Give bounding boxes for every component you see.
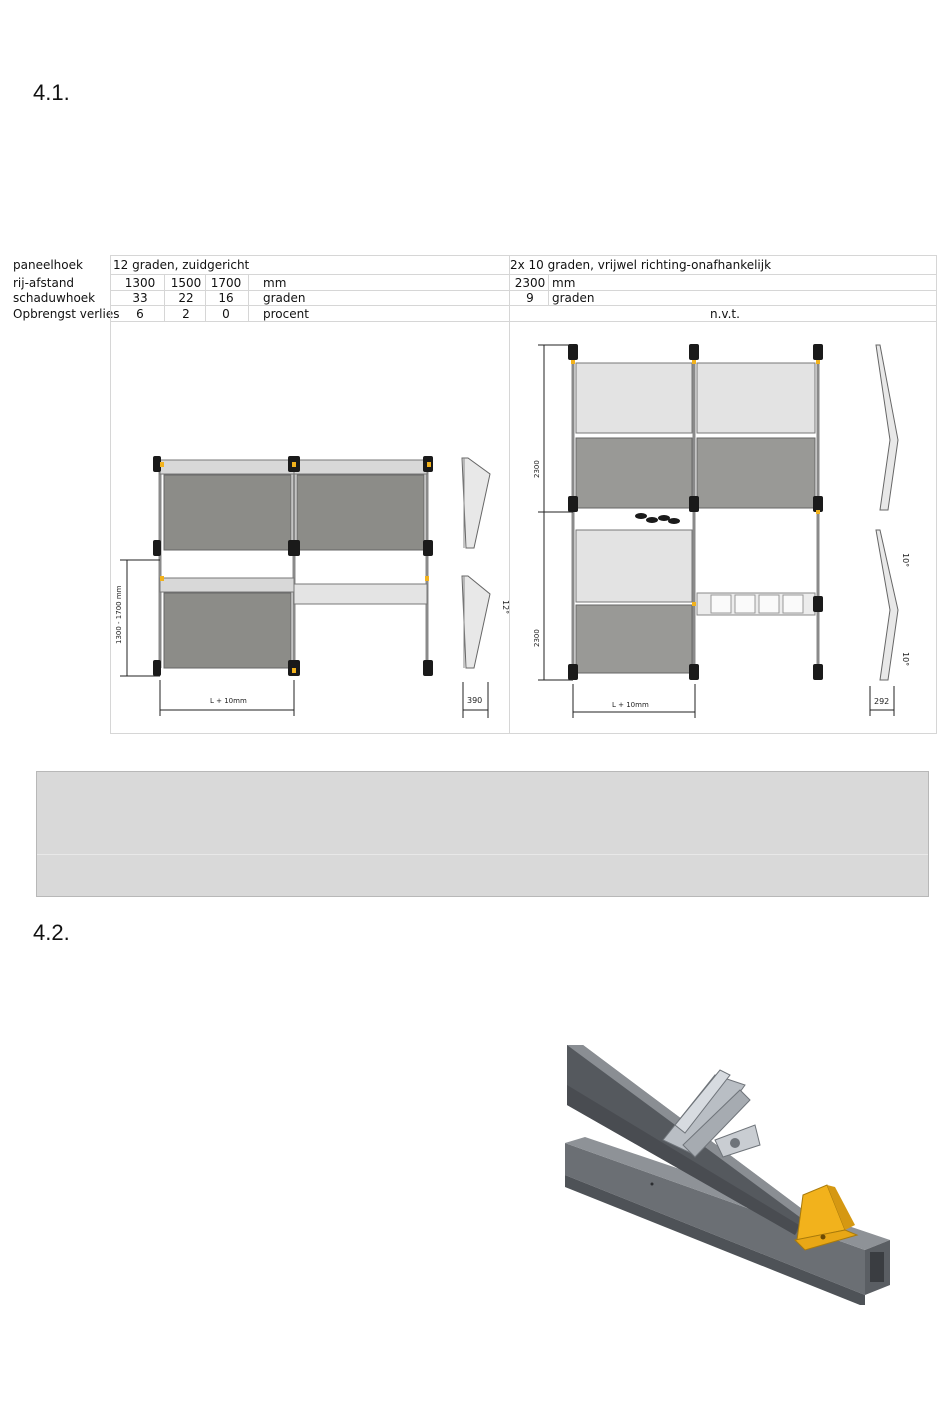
- right-schaduw-unit: graden: [552, 291, 595, 305]
- panel: [576, 363, 692, 433]
- dim-upper-label: 2300: [533, 460, 541, 478]
- angle-label: 12°: [501, 600, 510, 615]
- panel: [164, 475, 291, 550]
- left-rij-afstand-3: 1700: [210, 276, 242, 290]
- right-rij-afstand: 2300: [514, 276, 546, 290]
- row-label-schaduwhoek: schaduwhoek: [13, 291, 96, 305]
- right-config-title: 2x 10 graden, vrijwel richting-onafhankelijk: [510, 258, 772, 272]
- left-plan-view: [115, 456, 433, 716]
- right-plan-view: [533, 344, 823, 718]
- depth-label-right: 292: [874, 697, 890, 706]
- panel: [697, 363, 815, 433]
- left-rij-afstand-1: 1300: [124, 276, 156, 290]
- left-schaduwhoek-1: 33: [132, 291, 148, 305]
- panel: [164, 593, 291, 668]
- left-rij-afstand-2: 1500: [170, 276, 202, 290]
- left-verlies-unit: procent: [263, 307, 309, 321]
- right-side-view: [870, 345, 910, 716]
- dim-width-label-right: L + 10mm: [612, 701, 649, 709]
- angle-bottom-label: 10°: [901, 652, 910, 667]
- left-schaduw-unit: graden: [263, 291, 306, 305]
- panel: [576, 438, 692, 508]
- left-config-title: 12 graden, zuidgericht: [113, 258, 250, 272]
- dim-lower-label: 2300: [533, 629, 541, 647]
- dim-width-label: L + 10mm: [210, 697, 247, 705]
- angle-top-label: 10°: [901, 553, 910, 568]
- box-divider: [37, 854, 928, 855]
- row-label-opbrengst-verlies: Opbrengst verlies: [13, 307, 120, 321]
- row-label-paneelhoek: paneelhoek: [13, 258, 83, 272]
- dim-vertical-label: 1300 - 1700 mm: [115, 585, 123, 644]
- mounting-bracket-render: [565, 1045, 905, 1305]
- section-heading-4-2: 4.2.: [33, 920, 70, 945]
- panel: [576, 605, 692, 673]
- depth-label: 390: [467, 696, 483, 705]
- panel: [576, 530, 692, 602]
- left-verlies-1: 6: [136, 307, 144, 321]
- right-schaduwhoek: 9: [526, 291, 534, 305]
- left-schaduwhoek-3: 16: [218, 291, 234, 305]
- gray-content-box: [36, 771, 929, 897]
- left-verlies-3: 0: [222, 307, 230, 321]
- left-schaduwhoek-2: 22: [178, 291, 194, 305]
- section-heading-4-1: 4.1.: [33, 80, 70, 105]
- right-rij-unit: mm: [552, 276, 576, 290]
- panel: [697, 438, 815, 508]
- panel: [297, 475, 424, 550]
- left-rij-unit: mm: [263, 276, 287, 290]
- right-verlies: n.v.t.: [710, 307, 740, 321]
- row-label-rij-afstand: rij-afstand: [13, 276, 75, 290]
- left-side-view: [462, 458, 510, 718]
- left-verlies-2: 2: [182, 307, 190, 321]
